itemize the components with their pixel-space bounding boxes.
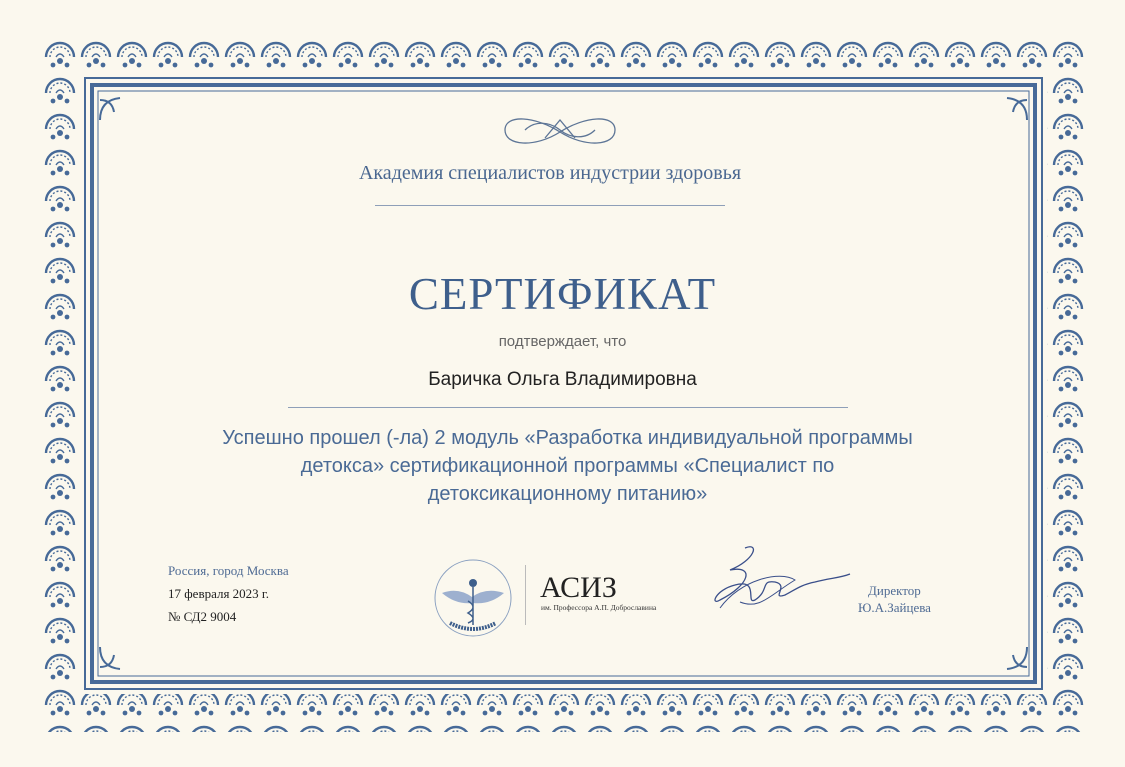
recipient-name: Баричка Ольга Владимировна xyxy=(428,369,697,390)
issue-city: Россия, город Москва xyxy=(168,563,289,578)
logo-subtitle: им. Профессора А.П. Доброславина xyxy=(541,603,657,612)
issue-date: 17 февраля 2023 г. xyxy=(168,586,270,601)
achievement-line: Успешно прошел (-ла) 2 модуль «Разработка индивидуальной программы xyxy=(222,427,913,449)
divider xyxy=(288,407,848,408)
divider xyxy=(375,205,725,206)
achievement-text xyxy=(180,424,955,508)
logo-divider xyxy=(525,565,526,625)
certificate-number: № СД2 9004 xyxy=(168,609,237,624)
logo-abbreviation: АСИЗ xyxy=(540,571,617,604)
flourish-ornament xyxy=(495,110,625,150)
confirms-text: подтверждает, что xyxy=(498,333,627,350)
academy-name: Академия специалистов индустрии здоровья xyxy=(358,162,742,184)
achievement-line: детоксикационному питанию» xyxy=(427,483,708,505)
signatory-name: Ю.А.Зайцева xyxy=(858,600,931,615)
achievement-line: детокса» сертификационной программы «Специалист по xyxy=(300,455,835,477)
director-signature xyxy=(700,540,860,620)
academy-logo-seal xyxy=(428,553,518,643)
certificate-title: СЕРТИФИКАТ xyxy=(408,269,717,319)
signatory-role: Директор xyxy=(868,583,921,598)
